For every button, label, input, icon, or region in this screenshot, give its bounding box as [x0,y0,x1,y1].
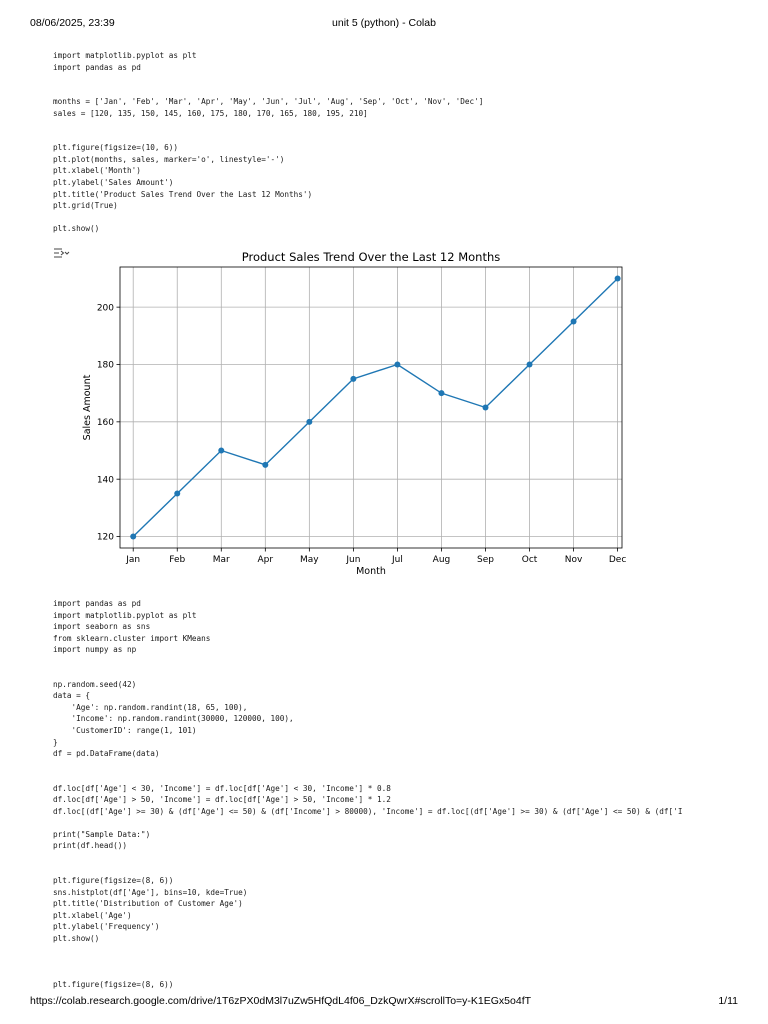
x-tick-label: May [300,555,319,565]
x-tick-label: Sep [477,555,494,565]
print-url: https://colab.research.google.com/drive/1T6zPX0dM3l7uZw5HfQdL4f06_DzkQwrX#scrollTo=y-K1EGx5o4fT [30,995,532,1007]
data-point [306,419,312,425]
code-line: 'Age': np.random.randint(18, 65, 100), [53,702,248,712]
data-point [394,361,400,367]
code-line: plt.grid(True) [53,201,118,211]
code-line [53,817,728,829]
code-line: import seaborn as sns [53,622,151,632]
code-line [53,864,728,876]
x-tick-label: Oct [521,555,538,565]
code-line: import pandas as pd [53,62,141,72]
code-line: plt.figure(figsize=(10, 6)) [53,143,178,153]
code-line: sales = [120, 135, 150, 145, 160, 175, 180, 170, 165, 180, 195, 210] [53,108,368,118]
code-line [53,771,728,783]
data-point [350,376,356,382]
x-tick-label: Nov [564,555,583,565]
code-line: import numpy as np [53,645,137,655]
code-line [53,656,728,668]
data-point [571,318,577,324]
y-tick-label: 180 [96,360,114,371]
code-line: import matplotlib.pyplot as plt [53,610,197,620]
x-tick-label: Jan [126,555,141,565]
code-line: df.loc[df['Age'] < 30, 'Income'] = df.loc[df['Age'] < 30, 'Income'] * 0.8 [53,783,391,793]
code-line [53,956,728,968]
code-line: plt.xlabel('Month') [53,166,141,176]
x-tick-label: Feb [169,555,186,565]
code-line: plt.show() [53,224,100,234]
code-line: plt.title('Product Sales Trend Over the Last 12 Months') [53,189,313,199]
code-line: plt.figure(figsize=(8, 6)) [53,980,174,990]
code-line [53,131,728,143]
x-tick-label: Jun [346,555,361,565]
code-line: df.loc[(df['Age'] >= 30) & (df['Age'] <= 50) & (df['Income'] > 80000), 'Income'] = df.loc[(df['Age'] >= 30) & (df['Age'] <= 50) & (df['I [53,806,683,816]
code-line [53,760,728,772]
code-line: plt.plot(months, sales, marker='o', linestyle='-') [53,154,285,164]
data-point [218,448,224,454]
code-line: np.random.seed(42) [53,679,137,689]
y-tick-label: 200 [96,303,114,314]
code-line: plt.ylabel('Frequency') [53,922,160,932]
data-point [174,491,180,497]
y-tick-label: 160 [96,418,114,429]
code-line: import pandas as pd [53,599,141,608]
plot-frame [120,267,622,548]
code-line: } [53,737,58,747]
y-axis-label: Sales Amount [82,374,93,441]
x-tick-label: Mar [212,555,230,565]
data-point [482,405,488,411]
data-point [438,390,444,396]
print-datetime: 08/06/2025, 23:39 [30,17,115,29]
output-toggle-icon[interactable] [52,246,72,260]
code-line [53,944,728,956]
code-line: print(df.head()) [53,841,128,851]
page-title: unit 5 (python) - Colab [332,17,436,29]
code-line: plt.figure(figsize=(8, 6)) [53,876,174,886]
code-line [53,968,728,980]
code-line: plt.ylabel('Sales Amount') [53,178,174,188]
x-tick-label: Apr [257,555,274,565]
code-line: sns.histplot(df['Age'], bins=10, kde=True) [53,887,248,897]
code-line: plt.title('Distribution of Customer Age') [53,899,243,909]
code-line: data = { [53,691,91,701]
y-tick-label: 140 [96,475,114,486]
data-point [527,361,533,367]
code-line: 'Income': np.random.randint(30000, 120000, 100), [53,714,294,724]
code-line: df.loc[df['Age'] > 50, 'Income'] = df.loc[df['Age'] > 50, 'Income'] * 1.2 [53,795,391,805]
x-tick-label: Aug [432,555,451,565]
data-point [130,534,136,540]
code-line: from sklearn.cluster import KMeans [53,633,211,643]
sales-line-chart [70,243,635,578]
chart-title: Product Sales Trend Over the Last 12 Months [241,250,501,264]
code-line: months = ['Jan', 'Feb', 'Mar', 'Apr', 'May', 'Jun', 'Jul', 'Aug', 'Sep', 'Oct', 'Nov', 'Dec'] [53,97,484,107]
code-cell-2[interactable] [53,598,728,991]
code-line [53,85,728,97]
page-number: 1/11 [718,995,738,1007]
code-line: print("Sample Data:") [53,829,151,839]
code-line [53,852,728,864]
y-tick-label: 120 [96,532,114,543]
code-line [53,212,728,224]
x-tick-label: Dec [608,555,627,565]
code-line: df = pd.DataFrame(data) [53,749,160,759]
data-point [615,275,621,281]
code-line [53,667,728,679]
series-line [133,278,617,536]
x-tick-label: Jul [391,555,403,565]
code-line: plt.xlabel('Age') [53,910,132,920]
code-line [53,73,728,85]
code-line: import matplotlib.pyplot as plt [53,51,197,60]
code-line: 'CustomerID': range(1, 101) [53,726,197,736]
code-line [53,119,728,131]
code-line: plt.show() [53,933,100,943]
data-point [262,462,268,468]
code-cell-1[interactable] [53,50,728,235]
x-axis-label: Month [356,566,386,577]
